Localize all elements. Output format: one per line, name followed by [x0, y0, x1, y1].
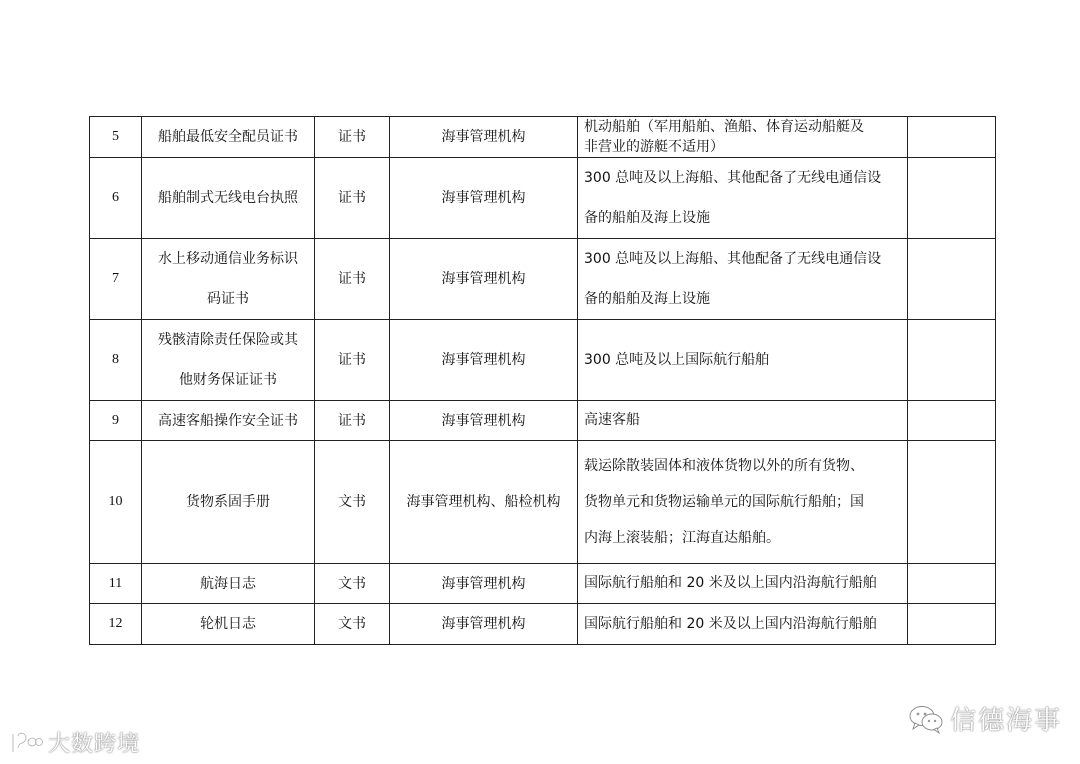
- table-row: [90, 564, 996, 604]
- document-type: 文书: [315, 564, 390, 604]
- document-name: 轮机日志: [142, 604, 315, 645]
- remark-cell: [908, 117, 996, 158]
- applicable-scope: 300 总吨及以上海船、其他配备了无线电通信设 备的船舶及海上设施: [578, 158, 908, 239]
- row-number: 8: [90, 320, 142, 401]
- table-row: [90, 158, 996, 239]
- issuing-authority: 海事管理机构: [390, 117, 578, 158]
- table-row: [90, 117, 996, 158]
- table-row: [90, 604, 996, 645]
- remark-cell: [908, 158, 996, 239]
- document-name: 高速客船操作安全证书: [142, 401, 315, 441]
- document-name: 船舶制式无线电台执照: [142, 158, 315, 239]
- remark-cell: [908, 441, 996, 564]
- applicable-scope: 300 总吨及以上国际航行船舶: [578, 320, 908, 401]
- document-type: 文书: [315, 604, 390, 645]
- row-number: 11: [90, 564, 142, 604]
- row-number: 9: [90, 401, 142, 441]
- document-name: 残骸清除责任保险或其 他财务保证证书: [142, 320, 315, 401]
- applicable-scope: 国际航行船舶和 20 米及以上国内沿海航行船舶: [578, 604, 908, 645]
- applicable-scope: 机动船舶（军用船舶、渔船、体育运动船艇及 非营业的游艇不适用）: [578, 117, 908, 158]
- brand-logo-icon: [10, 730, 44, 756]
- watermark-right-text: 信德海事: [949, 706, 1062, 736]
- remark-cell: [908, 239, 996, 320]
- remark-cell: [908, 401, 996, 441]
- document-name: 船舶最低安全配员证书: [142, 117, 315, 158]
- remark-cell: [908, 604, 996, 645]
- remark-cell: [908, 320, 996, 401]
- watermark-right: [908, 700, 1062, 737]
- issuing-authority: 海事管理机构: [390, 158, 578, 239]
- applicable-scope: 载运除散装固体和液体货物以外的所有货物、 货物单元和货物运输单元的国际航行船舶；国 内海上滚装船；江海直达船舶。: [578, 441, 908, 564]
- row-number: 6: [90, 158, 142, 239]
- certificate-table: [89, 116, 996, 645]
- document-name: 货物系固手册: [142, 441, 315, 564]
- document-type: 证书: [315, 158, 390, 239]
- issuing-authority: 海事管理机构: [390, 239, 578, 320]
- table-row: [90, 401, 996, 441]
- row-number: 10: [90, 441, 142, 564]
- applicable-scope: 300 总吨及以上海船、其他配备了无线电通信设 备的船舶及海上设施: [578, 239, 908, 320]
- wechat-icon: [908, 704, 944, 734]
- watermark-left: [10, 727, 140, 758]
- row-number: 7: [90, 239, 142, 320]
- issuing-authority: 海事管理机构、船检机构: [390, 441, 578, 564]
- document-type: 证书: [315, 239, 390, 320]
- document-type: 证书: [315, 401, 390, 441]
- table-row: [90, 441, 996, 564]
- issuing-authority: 海事管理机构: [390, 320, 578, 401]
- applicable-scope: 高速客船: [578, 401, 908, 441]
- document-name: 水上移动通信业务标识 码证书: [142, 239, 315, 320]
- table-row: [90, 320, 996, 401]
- watermark-left-text: 大数跨境: [48, 732, 141, 757]
- issuing-authority: 海事管理机构: [390, 401, 578, 441]
- issuing-authority: 海事管理机构: [390, 564, 578, 604]
- document-type: 证书: [315, 117, 390, 158]
- table-row: [90, 239, 996, 320]
- document-type: 文书: [315, 441, 390, 564]
- document-type: 证书: [315, 320, 390, 401]
- remark-cell: [908, 564, 996, 604]
- row-number: 5: [90, 117, 142, 158]
- row-number: 12: [90, 604, 142, 645]
- document-name: 航海日志: [142, 564, 315, 604]
- issuing-authority: 海事管理机构: [390, 604, 578, 645]
- applicable-scope: 国际航行船舶和 20 米及以上国内沿海航行船舶: [578, 564, 908, 604]
